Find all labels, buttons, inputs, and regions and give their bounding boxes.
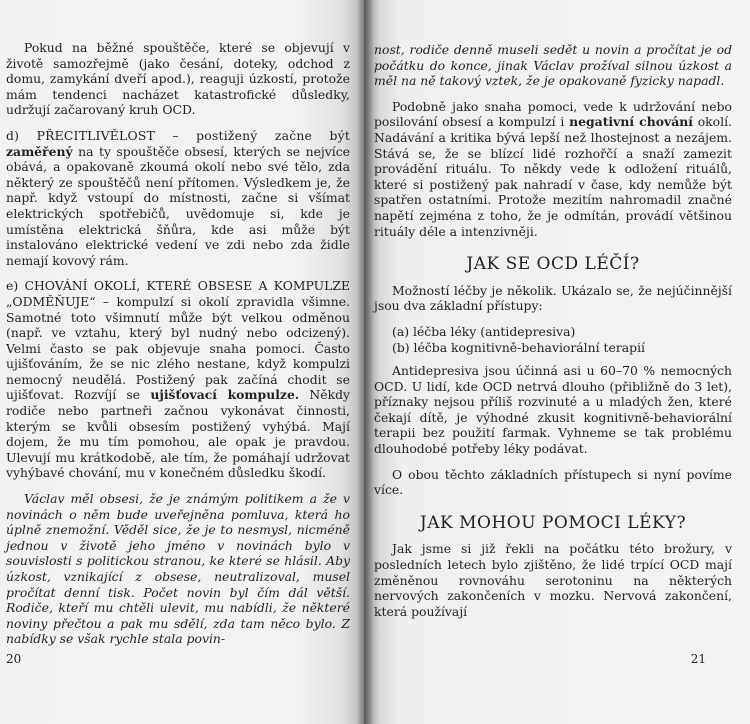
- left-paragraph-3-bold: ujišťovací kompulze.: [150, 387, 300, 403]
- right-paragraph-1-italic: nost, rodiče denně museli sedět u novin a pročítat je od počátku do konce, jinak Václav prožíval silnou úzkost a měl na ně takový vztek, že je opakovaně fyzicky napadl.: [374, 42, 732, 89]
- left-paragraph-3-text-a: e) CHOVÁNÍ OKOLÍ, KTERÉ OBSESE A KOMPULZE „ODMĚŇUJE“ – kompulzí si okolí zpravidla všimne. Samotné toto všimnutí může být velkou odměnou (např. ve vztahu, který byl nudný nebo odcizený). Velmi často se pak objevuje snaha pomoci. Často ujišťováním, že se nic zlého nestane, když kompulzi nemocný neudělá. Postižený pak začíná chodit se ujišťovat. Rozvíjí se: [6, 278, 350, 403]
- right-paragraph-2-text-a: Podobně jako snaha pomoci, vede k udržování nebo posilování obsesí a kompulzí i: [374, 98, 732, 130]
- left-paragraph-2: [6, 128, 350, 268]
- left-paragraph-2-text-a: d) PŘECITLIVĚLOST – postižený začne být: [6, 127, 350, 143]
- right-page: [364, 0, 750, 724]
- right-paragraph-2-bold: negativní chování: [569, 114, 693, 130]
- list-item: (b) léčba kognitivně-behaviorální terapií: [392, 339, 646, 355]
- right-paragraph-3: Možností léčby je několik. Ukázalo se, že nejúčinnější jsou dva základní přístupy:: [374, 282, 732, 314]
- left-page: [0, 0, 364, 724]
- heading-jak-mohou-pomoci-leky: JAK MOHOU POMOCI LÉKY?: [419, 512, 687, 533]
- left-paragraph-1: Pokud na běžné spouštěče, které se objevují v životě samozřejmě (jako česání, doteky, odchod z domu, zamykání dveří apod.), reaguji úzkostí, protože mám tendenci nacházet katastrofické důsledky, udržují začarovaný kruh OCD.: [6, 40, 350, 118]
- left-paragraph-4: [6, 491, 350, 647]
- left-paragraph-2-bold: zaměřený: [6, 143, 73, 159]
- left-paragraph-2-text-c: na ty spouštěče obsesí, kterých se nejvíce obává, a opakovaně zkoumá okolí nebo své tělo, zda některý ze spouštěčů není přítomen. Výsledkem je, že např. když vstoupí do místnosti, začne si všímat elektrických spotřebičů, uvědomuje si, kde je umístěna elektrická šňůra, kde asi může být instalováno elektrické vedení ve zdi nebo zda židle nemají kovový rám.: [6, 143, 350, 268]
- treatment-list: [374, 324, 732, 355]
- right-paragraph-2: [374, 99, 732, 239]
- right-paragraph-2-text-c: okolí. Nadávání a kritika bývá lepší než lhostejnost a nezájem. Stává se, že se blízcí lidé rozhořčí a snaží zamezit provádění rituálu. To někdy vede k odložení rituálů, které si postižený pak nahradí v čase, kdy nemůže být spatřen ostatními. Protože mezitím nahromadil značné napětí zejména z toho, že je odmítán, provádí většinou rituály déle a intenzivněji.: [374, 114, 732, 239]
- book-gutter-shadow: [356, 0, 374, 724]
- left-page-number: 20: [6, 652, 22, 667]
- right-paragraph-5: O obou těchto základních přístupech si nyní povíme více.: [374, 466, 732, 498]
- right-paragraph-4: Antidepresiva jsou účinná asi u 60–70 % nemocných OCD. U lidí, kde OCD netrvá dlouho (přibližně do 3 let), příznaky nejsou příliš rozvinuté a u mladých žen, které čekají dítě, je výhodné zkusit kognitivně-behaviorální terapii bez použití farmak. Vyhneme se tak problému dlouhodobé potřeby léky podávat.: [374, 363, 732, 457]
- right-page-number: 21: [690, 652, 706, 667]
- left-paragraph-3: [6, 278, 350, 481]
- left-paragraph-3-text-c: Někdy rodiče nebo partneři začnou vykonávat činnosti, kterým se kvůli obsesím postižený vyhýbá. Mají dojem, že mu tím pomohou, ale opak je pravdou. Ulevují mu krátkodobě, ale tím, že pomáhají udržovat vyhýbavé chování, mu v konečném důsledku škodí.: [6, 387, 351, 481]
- right-paragraph-6: Jak jsme si již řekli na počátku této brožury, v posledních letech bylo zjištěno, že lidé trpící OCD mají změněnou rovnováhu serotoninu na některých nervových zakončeních v mozku. Nervová zakončení, která používají: [374, 541, 732, 619]
- list-item: (a) léčba léky (antidepresiva): [392, 323, 576, 339]
- left-paragraph-4-italic: Václav měl obsesi, že je známým politikem a že v novinách o něm bude uveřejněna pomluva, která ho úplně znemožní. Věděl sice, že je to nesmysl, nicméně jednou v životě jeho jméno v novinách bylo v souvislosti s politickou stranou, ke které se hlásil. Aby úzkost, vznikající z obsese, neutralizoval, musel pročítat denní tisk. Počet novin byl čím dál větší. Rodiče, kteří mu chtěli ulevit, mu nabídli, že některé noviny přečtou a pak mu sdělí, zda tam něco bylo. Z nabídky se však rychle stala povin-: [6, 491, 350, 647]
- heading-jak-se-ocd-leci: JAK SE OCD LÉČÍ?: [466, 254, 640, 275]
- right-paragraph-1: [374, 42, 732, 89]
